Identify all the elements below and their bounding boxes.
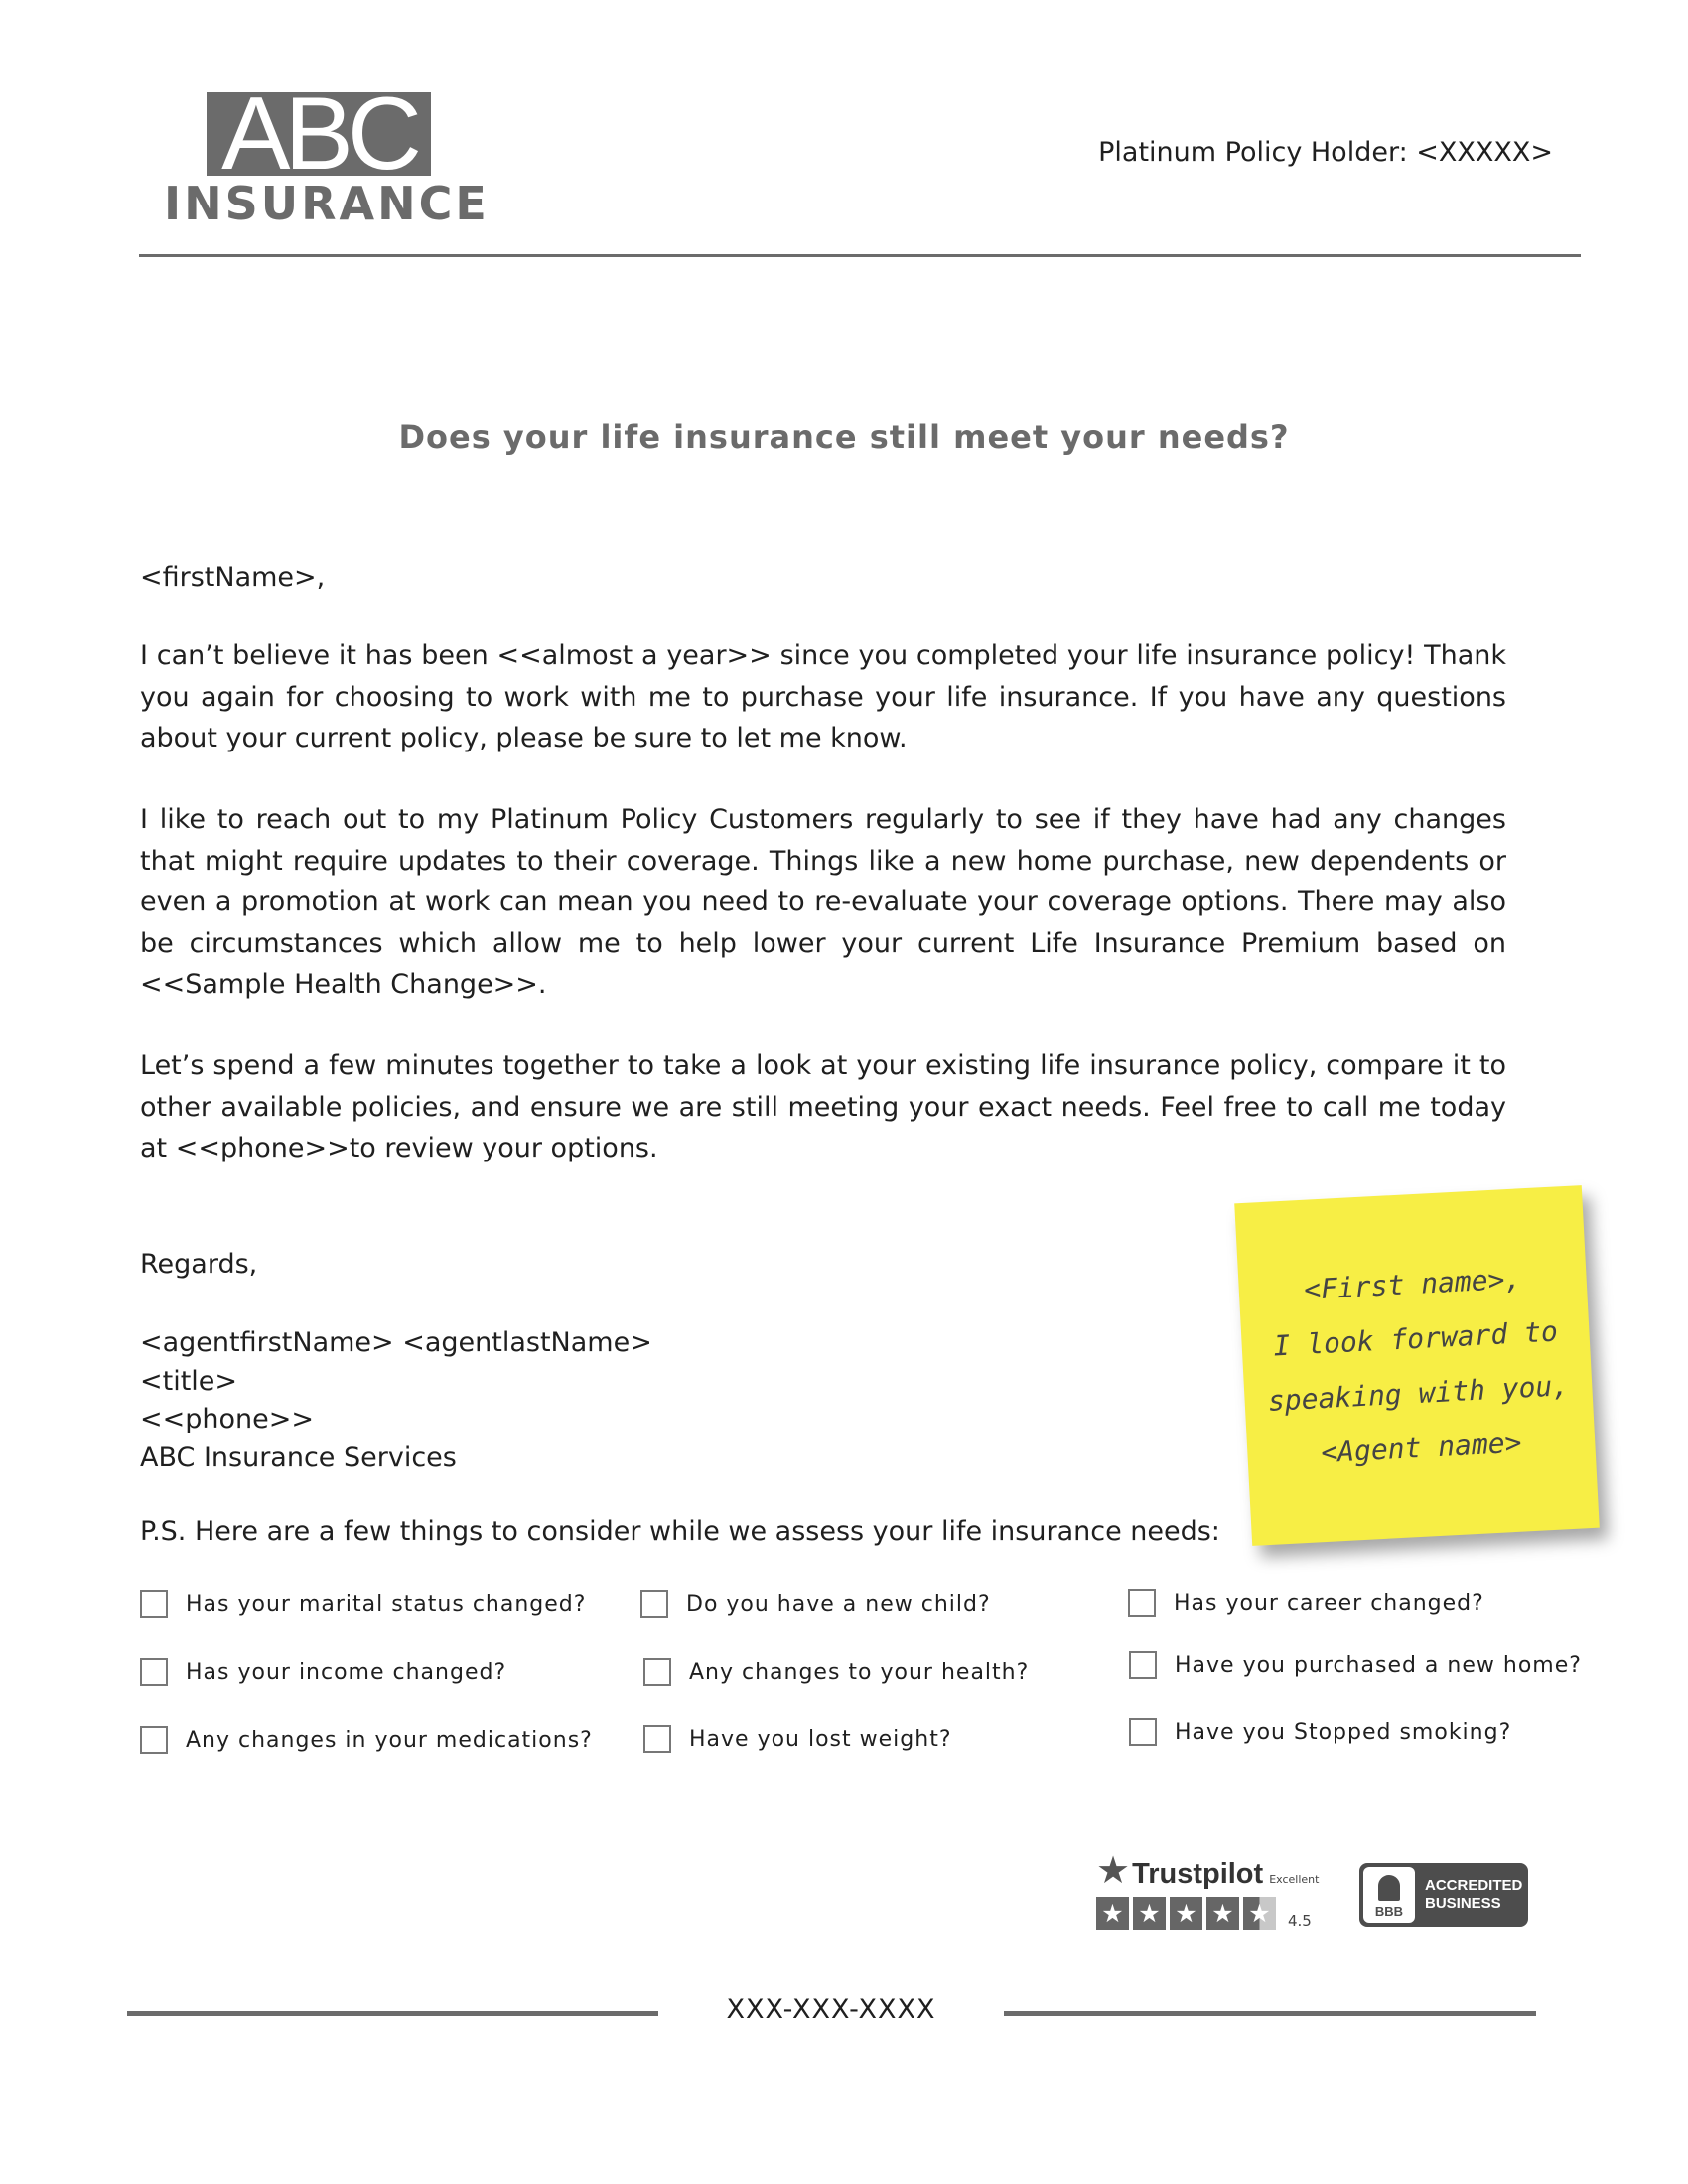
checkbox-health-changes[interactable] — [643, 1658, 1029, 1686]
checkbox-label: Has your marital status changed? — [186, 1591, 587, 1617]
footer-divider-right — [1004, 2011, 1536, 2016]
checkbox-square[interactable] — [1128, 1589, 1156, 1617]
agent-name: <agentfirstName> <agentlastName> — [140, 1327, 652, 1358]
logo-insurance-text: INSURANCE — [164, 177, 490, 230]
letter-paragraph-3 — [140, 1045, 1506, 1169]
checkbox-label: Do you have a new child? — [686, 1591, 991, 1617]
checkbox-label: Has your career changed? — [1174, 1590, 1484, 1616]
rating-star-icon: ★ — [1133, 1897, 1166, 1930]
closing: Regards, — [140, 1249, 258, 1280]
trustpilot-rating-label: Excellent — [1269, 1873, 1320, 1886]
paragraph-text: I like to reach out to my Platinum Policy Customers regularly to see if they have had any changes that might require updates to their coverage. Things like a new home purchase, new dependents or even a promotion at work can mean you need to re-evaluate your coverage options. There may also be circumstances which allow me to help lower your current Life Insurance Premium based on <<Sample Health Change>>. — [140, 804, 1506, 1000]
rating-half-star-icon: ★ — [1243, 1897, 1276, 1930]
postscript: P.S. Here are a few things to consider while we assess your life insurance needs: — [140, 1516, 1220, 1547]
checkbox-income-changed[interactable] — [140, 1658, 506, 1686]
bbb-line-1: ACCREDITED — [1425, 1877, 1523, 1894]
checkbox-square[interactable] — [1129, 1651, 1157, 1679]
policy-holder-label: Platinum Policy Holder: <XXXXX> — [1098, 137, 1553, 168]
agent-company: ABC Insurance Services — [140, 1441, 457, 1473]
note-line-3: speaking with you, — [1267, 1368, 1570, 1418]
checkbox-label: Any changes to your health? — [689, 1659, 1030, 1685]
rating-star-icon: ★ — [1096, 1897, 1129, 1930]
checkbox-career-changed[interactable] — [1128, 1589, 1484, 1617]
sticky-note — [1234, 1185, 1600, 1546]
trustpilot-star-rating — [1096, 1897, 1335, 1930]
checkbox-stopped-smoking[interactable] — [1129, 1718, 1511, 1746]
bbb-logo-icon — [1363, 1867, 1415, 1923]
trustpilot-star-icon: ★ — [1096, 1848, 1131, 1892]
trustpilot-score: 4.5 — [1288, 1912, 1312, 1930]
checkbox-square[interactable] — [643, 1658, 671, 1686]
letter-paragraph-1 — [140, 635, 1506, 759]
checkbox-square[interactable] — [1129, 1718, 1157, 1746]
paragraph-text: I can’t believe it has been <<almost a year>> since you completed your life insurance policy! Thank you again for choosing to work with me to purchase your life insurance. If you have any questions about your current policy, please be sure to let me know. — [140, 640, 1506, 753]
footer-phone: XXX-XXX-XXXX — [726, 1994, 936, 2025]
checkbox-square[interactable] — [140, 1658, 168, 1686]
note-line-2: I look forward to — [1272, 1314, 1559, 1363]
checkbox-label: Has your income changed? — [186, 1659, 507, 1685]
checkbox-square[interactable] — [140, 1590, 168, 1618]
checkbox-label: Have you lost weight? — [689, 1726, 952, 1752]
letter-paragraph-2 — [140, 799, 1506, 1006]
rating-star-icon: ★ — [1170, 1897, 1202, 1930]
footer-divider-left — [127, 2011, 658, 2016]
salutation: <firstName>, — [140, 562, 326, 593]
bbb-accredited-badge — [1359, 1863, 1528, 1927]
logo-abc-block: ABC — [207, 92, 431, 176]
trustpilot-name: Trustpilot — [1132, 1858, 1264, 1890]
checkbox-medication-changes[interactable] — [140, 1726, 593, 1754]
paragraph-text: Let’s spend a few minutes together to take a look at your existing life insurance policy, compare it to other available policies, and ensure we are still meeting your exact needs. Feel free to call me today at <<phone>>to review your options. — [140, 1050, 1506, 1163]
trustpilot-badge — [1096, 1848, 1335, 1933]
checkbox-label: Have you Stopped smoking? — [1175, 1719, 1512, 1745]
note-line-1: <First name>, — [1303, 1261, 1522, 1306]
checkbox-new-child[interactable] — [640, 1590, 991, 1618]
checkbox-label: Any changes in your medications? — [186, 1727, 593, 1753]
agent-phone: <<phone>> — [140, 1404, 314, 1434]
bbb-logo-text: BBB — [1374, 1904, 1404, 1919]
header-divider — [139, 254, 1581, 257]
checkbox-square[interactable] — [140, 1726, 168, 1754]
checkbox-lost-weight[interactable] — [643, 1725, 952, 1753]
note-line-4: <Agent name> — [1320, 1426, 1523, 1469]
checkbox-square[interactable] — [640, 1590, 668, 1618]
bbb-line-2: BUSINESS — [1425, 1895, 1501, 1912]
checkbox-label: Have you purchased a new home? — [1175, 1652, 1582, 1678]
agent-title: <title> — [140, 1365, 238, 1397]
checkbox-new-home[interactable] — [1129, 1651, 1582, 1679]
rating-star-icon: ★ — [1206, 1897, 1239, 1930]
checkbox-square[interactable] — [643, 1725, 671, 1753]
page-title: Does your life insurance still meet your needs? — [398, 418, 1290, 456]
checkbox-marital-status[interactable] — [140, 1590, 586, 1618]
